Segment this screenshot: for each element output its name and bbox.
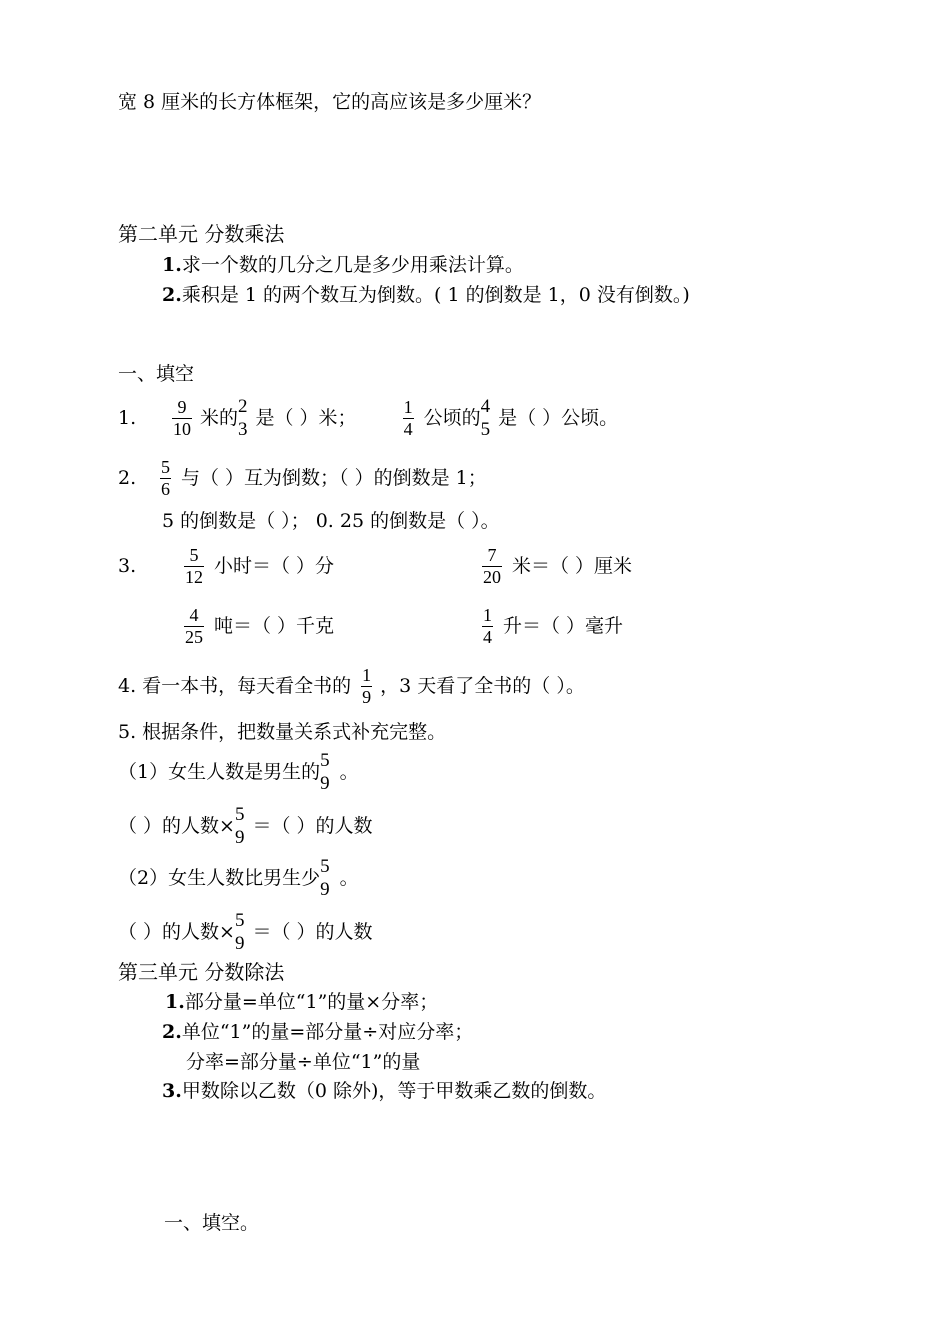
text: 。 <box>339 866 359 889</box>
fraction: 5 9 <box>320 749 330 794</box>
question-3-row-2 <box>184 600 623 652</box>
text: 。 <box>339 760 359 783</box>
unit2-rule-1 <box>162 256 524 275</box>
text: ，3 天看了全书的（ ）。 <box>380 674 585 697</box>
question-5-equation-2 <box>118 908 373 956</box>
question-5-part-2 <box>118 854 359 902</box>
question-label: 1. <box>118 406 137 429</box>
unit2-heading: 第二单元 分数乘法 <box>118 222 285 246</box>
unit3-rule-2 <box>162 1023 473 1042</box>
text: 是（ ）公顷。 <box>498 406 619 429</box>
text: 与（ ）互为倒数；（ ）的倒数是 1； <box>181 466 487 489</box>
text: ＝（ ）的人数 <box>252 920 373 943</box>
fraction: $\frac{5}{6}$ <box>161 456 170 499</box>
unit3-rule-1 <box>165 993 438 1012</box>
rule-number: 1. <box>162 254 182 276</box>
text: （ ）的人数× <box>118 814 235 837</box>
rule-number: 1. <box>165 991 185 1013</box>
unit3-heading: 第三单元 分数除法 <box>118 960 285 984</box>
fraction: 4 5 <box>480 395 491 440</box>
fraction: $\frac{4}{25}$ <box>185 604 203 647</box>
fraction: 5 9 <box>234 909 245 954</box>
text: 吨＝（ ）千克 <box>214 614 335 637</box>
rule-text: 分率=部分量÷单位“1”的量 <box>186 1051 421 1073</box>
question-label: 2. <box>118 466 137 489</box>
fraction: 2 3 <box>238 395 248 440</box>
rule-text: 乘积是 1 的两个数互为倒数。( 1 的倒数是 1，0 没有倒数。) <box>181 284 690 306</box>
fraction: $\frac{5}{12}$ <box>185 544 203 587</box>
text: 米的 <box>200 406 239 429</box>
fraction: $\frac{1}{4}$ <box>403 396 413 439</box>
rule-text: 部分量=单位“1”的量×分率； <box>184 991 439 1013</box>
question-5: 5. 根据条件，把数量关系式补充完整。 <box>118 721 447 743</box>
rule-text: 甲数除以乙数（0 除外)，等于甲数乘乙数的倒数。 <box>181 1080 607 1102</box>
text: 4. 看一本书，每天看全书的 <box>118 674 352 697</box>
rule-number: 3. <box>162 1080 182 1102</box>
text: ＝（ ）的人数 <box>252 814 373 837</box>
fraction: 5 9 <box>234 803 245 848</box>
text: （ ）的人数× <box>118 920 235 943</box>
unit2-rule-2 <box>162 286 690 305</box>
text: 米＝（ ）厘米 <box>512 554 633 577</box>
fraction: $\frac{7}{20}$ <box>483 544 501 587</box>
unit3-section-title: 一、填空。 <box>164 1212 260 1234</box>
unit3-rule-3 <box>162 1082 606 1101</box>
intro-line: 宽 8 厘米的长方体框架，它的高应该是多少厘米？ <box>118 91 542 113</box>
question-3-row-1 <box>118 540 632 592</box>
question-4 <box>118 660 585 712</box>
fraction: $\frac{1}{4}$ <box>483 604 492 647</box>
question-5-equation-1 <box>118 802 373 850</box>
question-label: 3. <box>118 554 137 577</box>
rule-number: 2. <box>162 1021 182 1043</box>
text: 是（ ）米； <box>255 406 357 429</box>
fraction: $\frac{1}{9}$ <box>362 664 372 707</box>
fraction: 5 9 <box>320 855 330 900</box>
question-2-line-2: 5 的倒数是（ ）； 0. 25 的倒数是（ ）。 <box>162 510 500 532</box>
rule-text: 单位“1”的量=部分量÷对应分率； <box>181 1021 474 1043</box>
text: （1）女生人数是男生的 <box>118 760 321 783</box>
text: 公顷的 <box>423 406 481 429</box>
text: （2）女生人数比男生少 <box>118 866 321 889</box>
question-2 <box>118 452 487 504</box>
rule-number: 2. <box>162 284 182 306</box>
unit2-section-title: 一、填空 <box>118 363 195 385</box>
fraction: $\frac{9}{10}$ <box>173 396 191 439</box>
unit3-rule-2b <box>186 1053 420 1072</box>
text: 小时＝（ ）分 <box>214 554 335 577</box>
question-1 <box>118 392 618 444</box>
question-5-part-1 <box>118 748 359 796</box>
rule-text: 求一个数的几分之几是多少用乘法计算。 <box>181 254 524 276</box>
text: 升＝（ ）毫升 <box>503 614 624 637</box>
